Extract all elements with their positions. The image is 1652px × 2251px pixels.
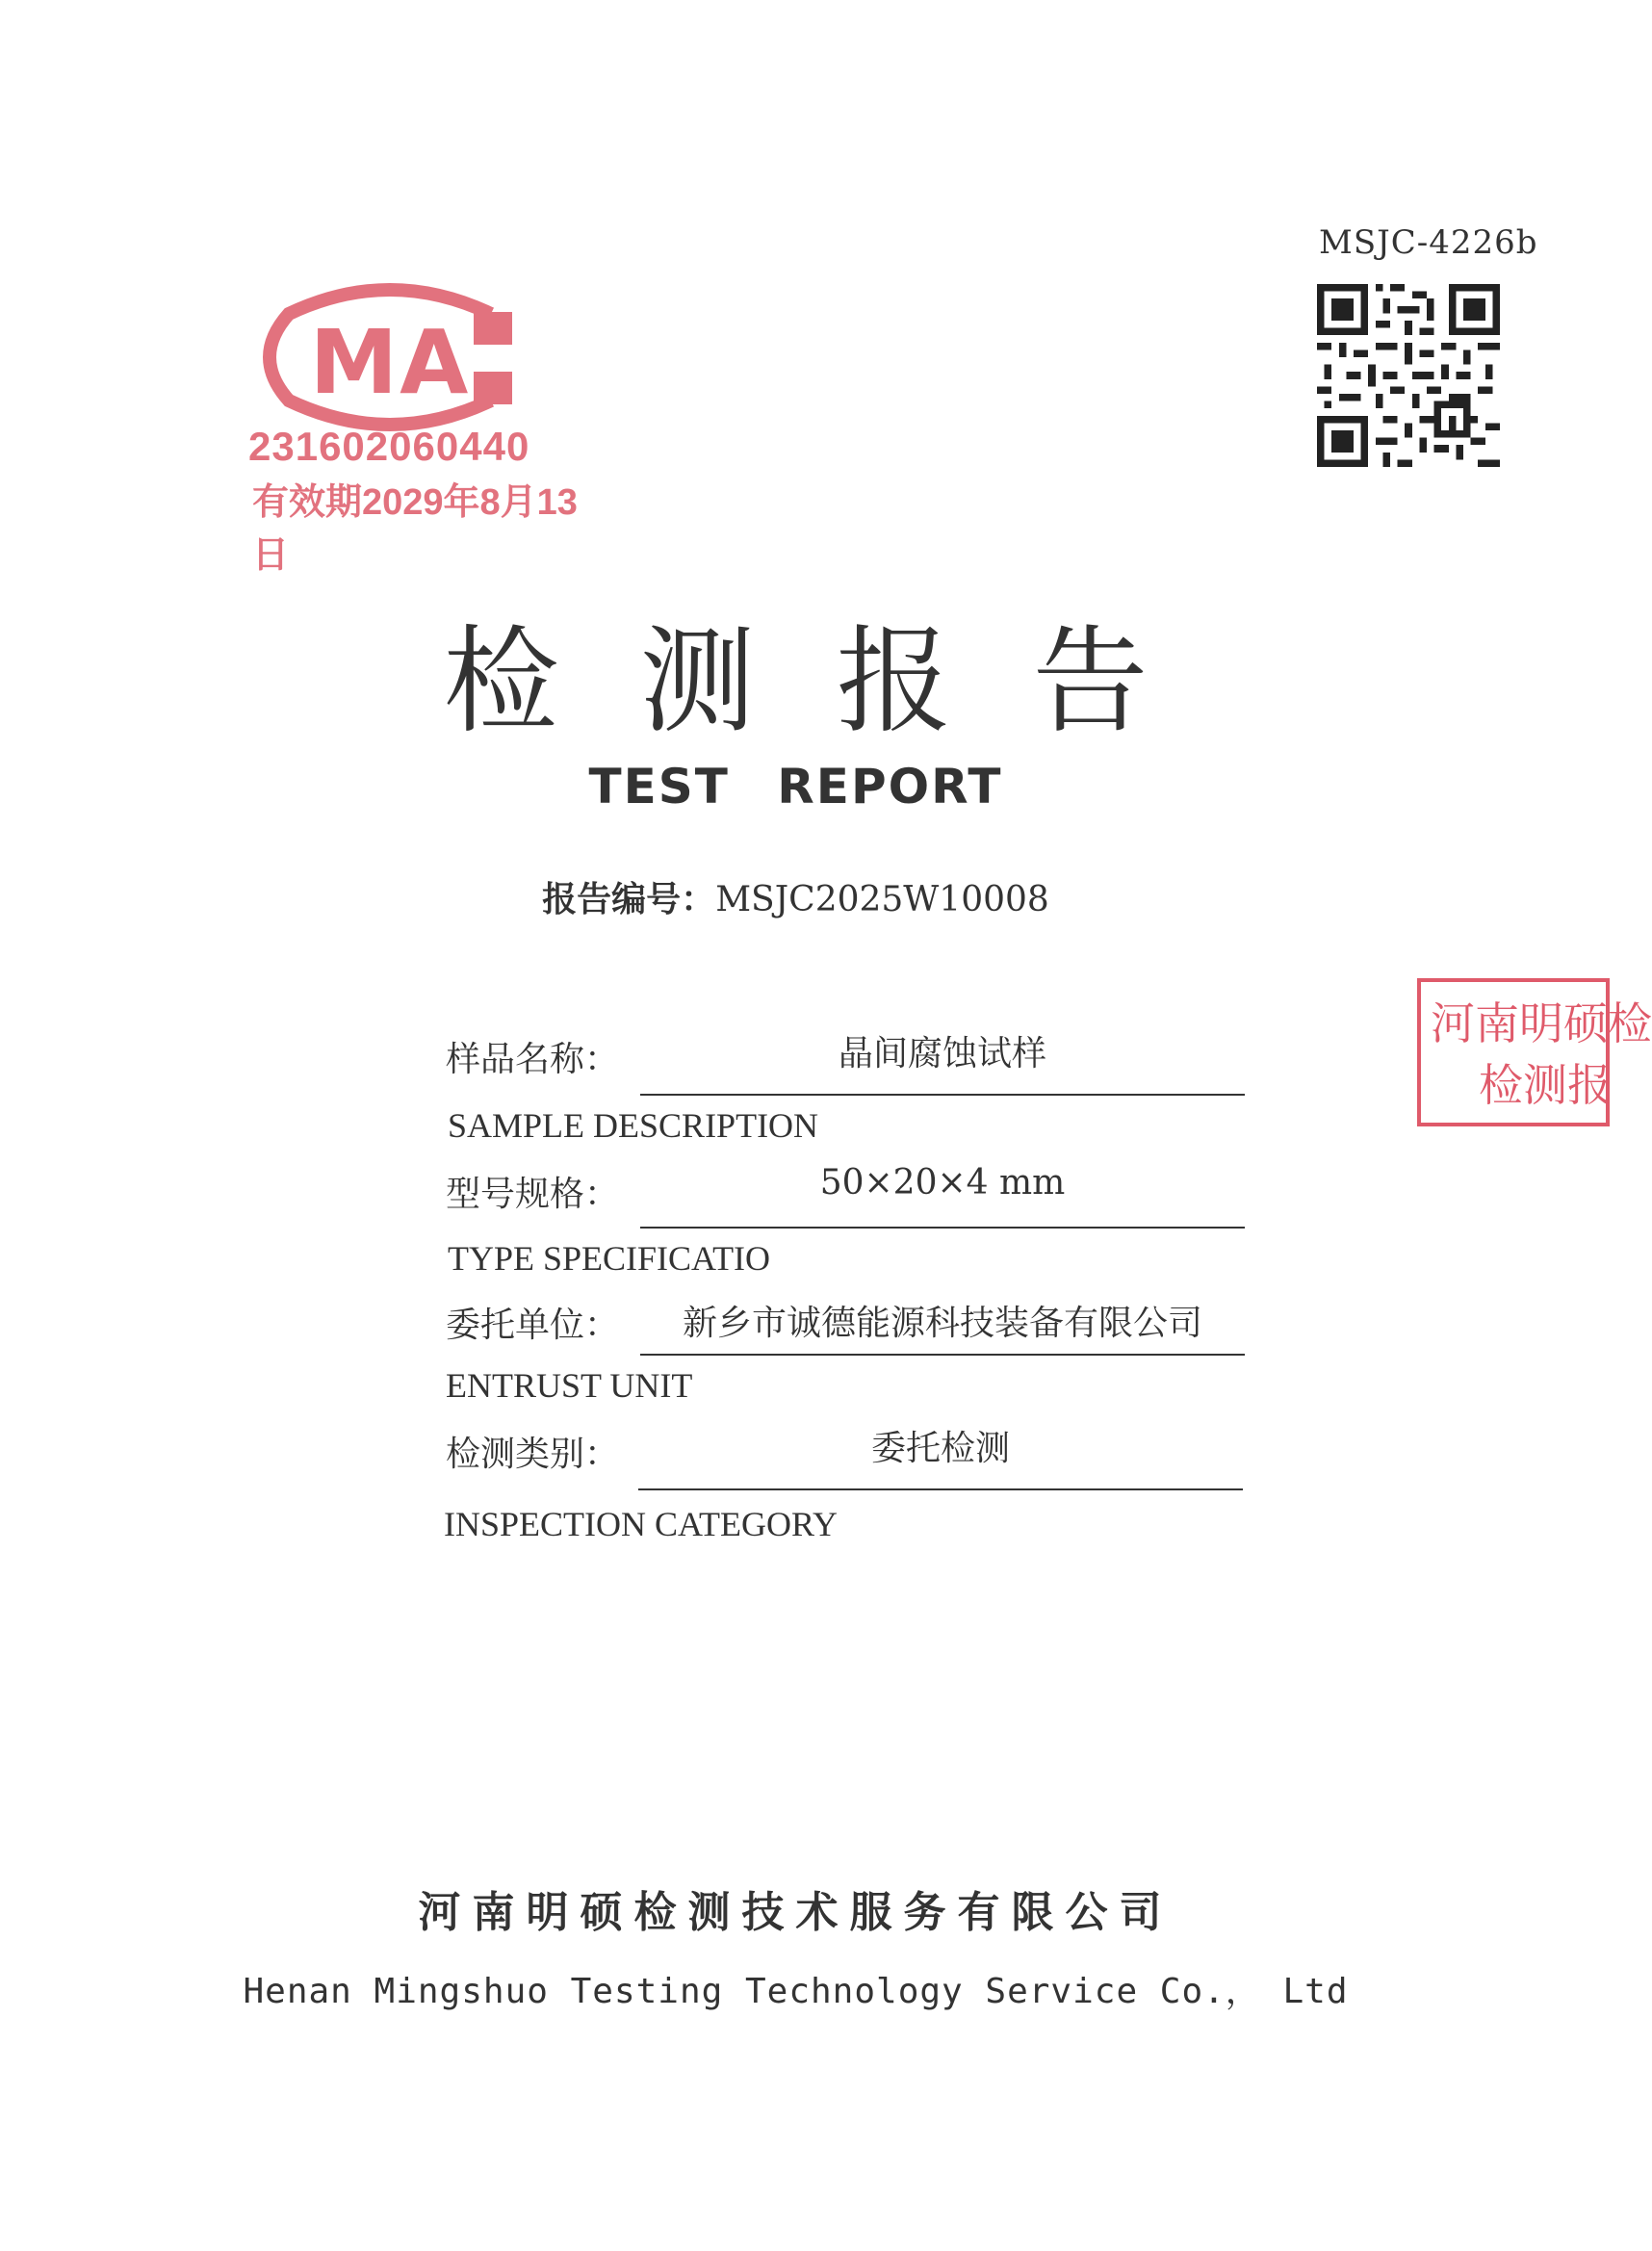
sample-name-value: 晶间腐蚀试样 [838,1034,1046,1074]
entrust-unit-value: 新乡市诚德能源科技装备有限公司 [682,1304,1202,1343]
cma-number: 231602060440 [248,424,530,469]
type-specification-label: TYPE SPECIFICATIO [448,1239,771,1278]
type-spec-underline [640,1227,1245,1229]
cma-seal-icon [250,285,529,429]
svg-text:MA: MA [309,311,471,414]
report-number-label: 报告编号： [542,880,716,919]
entrust-unit-underline [640,1354,1245,1356]
inspection-category-value: 委托检测 [870,1429,1010,1468]
company-name-en: Henan Mingshuo Testing Technology Service Co.， Ltd [243,1972,1349,2011]
stamp-line-2: 检测报 [1479,1059,1612,1111]
page-title: 检测报告 [443,615,1229,749]
sample-description-label: SAMPLE DESCRIPTION [448,1106,819,1145]
type-spec-value: 50×20×4 mm [819,1163,1066,1203]
document-code: MSJC-4226b [1319,223,1538,262]
stamp-line-1: 河南明硕检 [1431,997,1652,1049]
sample-name-label: 样品名称： [446,1040,620,1079]
entrust-unit-label: 委托单位： [446,1306,620,1345]
cma-validity: 有效期2029年8月13日 [252,482,578,576]
sample-name-underline [640,1094,1245,1096]
company-stamp [1417,978,1652,1126]
report-number-value: MSJC2025W10008 [715,880,1049,919]
inspection-category-label: 检测类别： [446,1435,620,1474]
report-number [0,872,1591,921]
inspection-category-underline [638,1488,1243,1490]
company-name-cn: 河南明硕检测技术服务有限公司 [418,1888,1174,1937]
entrust-unit-en-label: ENTRUST UNIT [446,1366,693,1405]
qr-code-icon [1317,284,1500,467]
type-spec-label: 型号规格： [446,1175,620,1214]
inspection-category-en-label: INSPECTION CATEGORY [444,1505,839,1543]
page-subtitle: TEST REPORT [588,759,1003,815]
